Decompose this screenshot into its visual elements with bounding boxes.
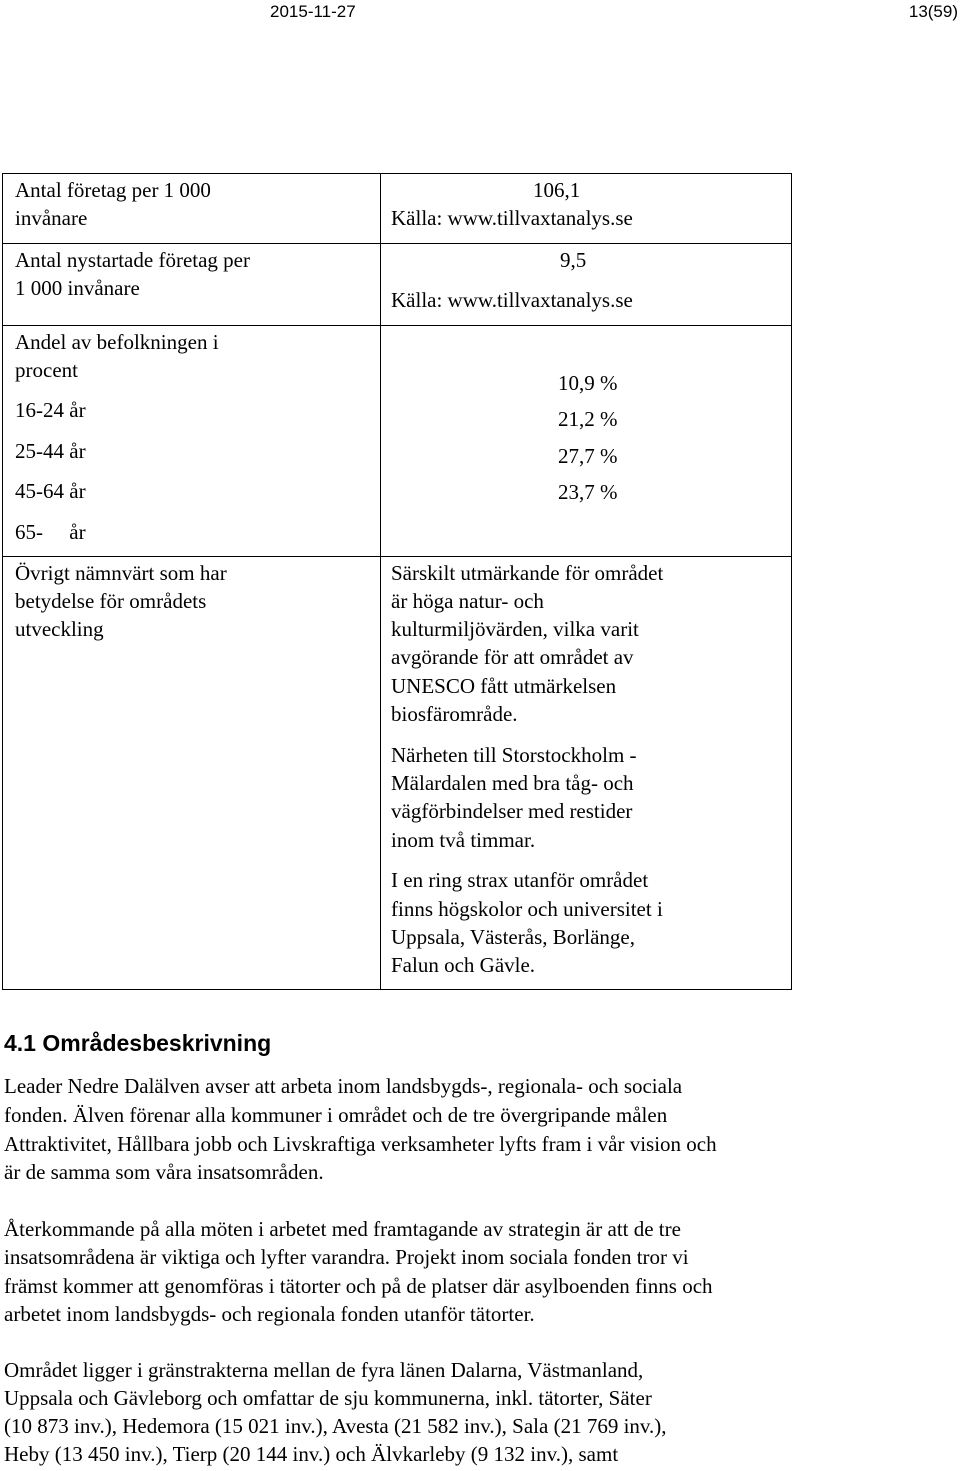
paragraph-line: insatsområdena är viktiga och lyfter varandra. Projekt inom sociala fonden tror vi [4, 1245, 689, 1269]
value-age-65: 23,7 % [558, 480, 618, 504]
other-text-line: Falun och Gävle. [391, 953, 536, 977]
statistics-table [2, 173, 792, 990]
paragraph-line: arbetet inom landsbygds- och regionala fonden utanför tätorter. [4, 1302, 535, 1326]
label-age-16-24: 16-24 år [15, 398, 86, 422]
label-population-share: Andel av befolkningen i [15, 330, 219, 354]
value-age-16-24: 10,9 % [558, 371, 618, 395]
label-age-25-44: 25-44 år [15, 439, 86, 463]
label-population-share-cont: procent [15, 358, 78, 382]
other-text-line: avgörande för att området av [391, 645, 634, 669]
label-other-cont: betydelse för områdets [15, 589, 207, 613]
other-text-line: I en ring strax utanför området [391, 868, 649, 892]
other-text-line: finns högskolor och universitet i [391, 897, 663, 921]
table-row-divider [3, 243, 791, 244]
other-text-line: Närheten till Storstockholm - [391, 743, 637, 767]
section-heading: 4.1 Områdesbeskrivning [4, 1030, 272, 1056]
other-text-line: vägförbindelser med restider [391, 799, 633, 823]
other-text-line: Särskilt utmärkande för området [391, 561, 664, 585]
paragraph-line: fonden. Älven förenar alla kommuner i området och de tre övergripande målen [4, 1103, 668, 1127]
paragraph-line: Återkommande på alla möten i arbetet med framtagande av strategin är att de tre [4, 1217, 681, 1241]
other-text-line: kulturmiljövärden, vilka varit [391, 617, 639, 641]
label-age-45-64: 45-64 år [15, 479, 86, 503]
value-new-companies: 9,5 [560, 248, 587, 272]
table-row-divider [3, 325, 791, 326]
paragraph-line: Attraktivitet, Hållbara jobb och Livskraftiga verksamheter lyfts fram i vår vision och [4, 1132, 717, 1156]
source-tillvaxtanalys: Källa: www.tillvaxtanalys.se [391, 288, 633, 312]
label-other: Övrigt nämnvärt som har [15, 561, 227, 585]
label-companies-per-1000: Antal företag per 1 000 [15, 178, 211, 202]
table-column-divider [380, 174, 381, 989]
label-other-cont: utveckling [15, 617, 104, 641]
paragraph-line: Heby (13 450 inv.), Tierp (20 144 inv.) och Älvkarleby (9 132 inv.), samt [4, 1442, 619, 1466]
paragraph-line: (10 873 inv.), Hedemora (15 021 inv.), Avesta (21 582 inv.), Sala (21 769 inv.), [4, 1414, 667, 1438]
other-text-line: är höga natur- och [391, 589, 544, 613]
paragraph-line: Uppsala och Gävleborg och omfattar de sju kommunerna, inkl. tätorter, Säter [4, 1386, 652, 1410]
table-row-divider [3, 556, 791, 557]
source-tillvaxtanalys: Källa: www.tillvaxtanalys.se [391, 206, 633, 230]
other-text-line: Uppsala, Västerås, Borlänge, [391, 925, 635, 949]
label-new-companies-cont: 1 000 invånare [15, 276, 140, 300]
other-text-line: inom två timmar. [391, 828, 536, 852]
paragraph-line: Leader Nedre Dalälven avser att arbeta inom landsbygds-, regionala- och sociala [4, 1074, 683, 1098]
other-text-line: Mälardalen med bra tåg- och [391, 771, 634, 795]
other-text-line: biosfärområde. [391, 702, 518, 726]
label-age-65: 65- år [15, 520, 86, 544]
value-companies-per-1000: 106,1 [533, 178, 581, 202]
header-page-number: 13(59) [908, 2, 958, 21]
header-date: 2015-11-27 [270, 2, 356, 21]
label-new-companies: Antal nystartade företag per [15, 248, 250, 272]
label-companies-per-1000-cont: invånare [15, 206, 88, 230]
paragraph-line: främst kommer att genomföras i tätorter och på de platser där asylboenden finns och [4, 1274, 713, 1298]
other-text-line: UNESCO fått utmärkelsen [391, 674, 617, 698]
value-age-25-44: 21,2 % [558, 407, 618, 431]
paragraph-line: Området ligger i gränstrakterna mellan de fyra länen Dalarna, Västmanland, [4, 1358, 644, 1382]
paragraph-line: är de samma som våra insatsområden. [4, 1160, 324, 1184]
value-age-45-64: 27,7 % [558, 444, 618, 468]
